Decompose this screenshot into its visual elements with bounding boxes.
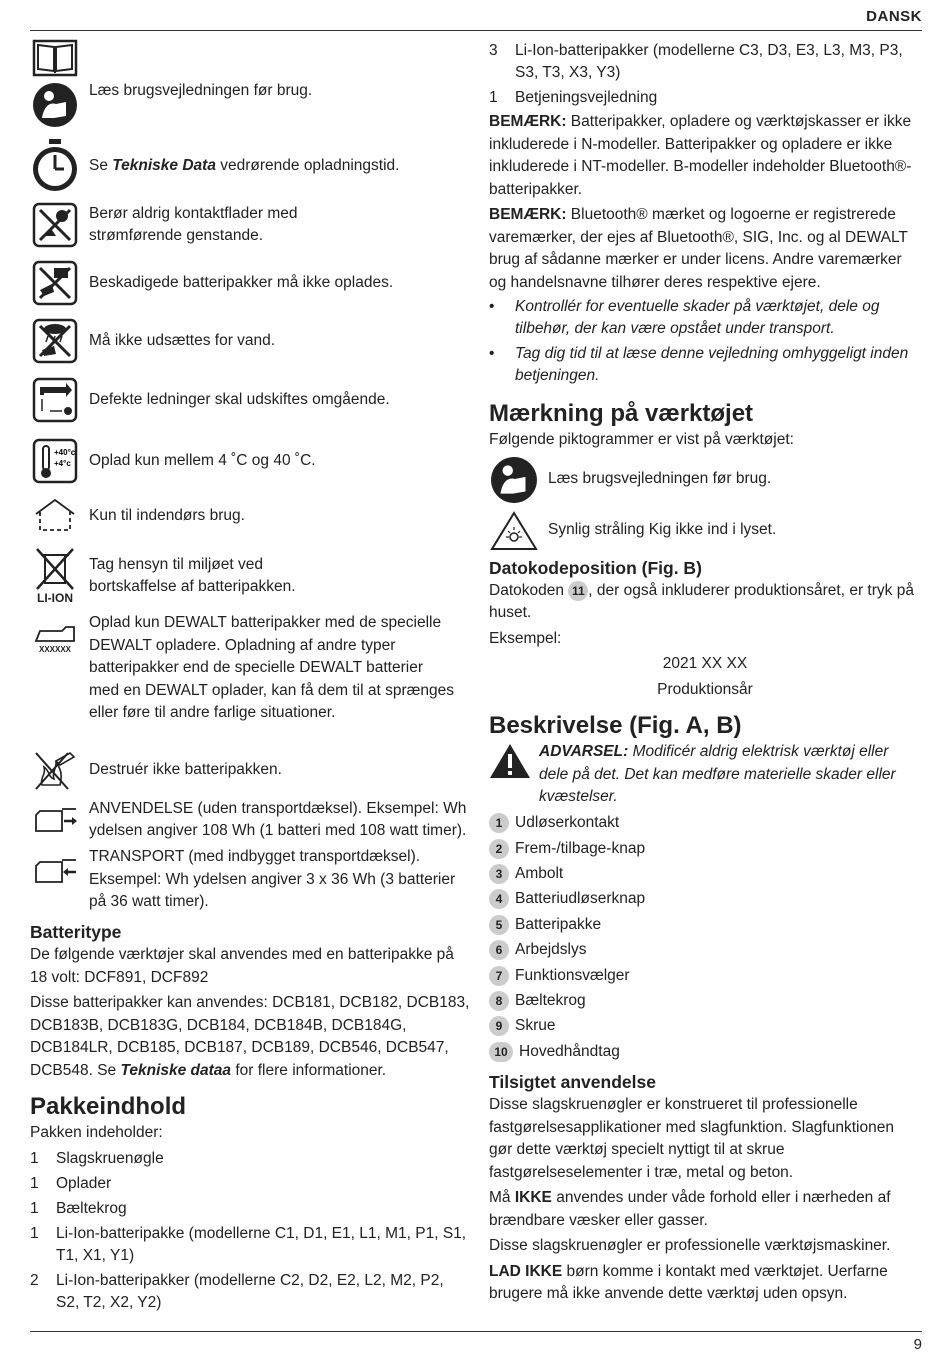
component-item (489, 887, 921, 912)
icon-text: Synlig stråling Kig ikke ind i lyset. (548, 521, 777, 539)
icon-text: Læs brugsvejledningen før brug. (89, 81, 313, 99)
icon-text: TRANSPORT (med indbygget transportdæksel). Eksempel: Wh ydelsen angiver 3 x 36 Wh (3 batterier på 36 watt timer). (89, 848, 456, 910)
component-list (489, 811, 921, 1065)
component-number-badge: 2 (489, 839, 509, 859)
icon-row-recycle (30, 540, 470, 612)
battery-type-heading: Batteritype (30, 922, 122, 942)
no-damaged-battery-icon (30, 258, 80, 308)
datecode-heading: Datokodeposition (Fig. B) (489, 557, 702, 578)
example-caption: Produktionsår (657, 680, 753, 698)
component-item (489, 963, 921, 988)
list-item (30, 1148, 470, 1170)
list-item (30, 1223, 470, 1267)
item-text: Li-Ion-batteripakker (modellerne C3, D3, E3, L3, M3, P3, S3, T3, X3, Y3) (515, 42, 903, 81)
icon-row-cord (30, 370, 470, 430)
component-item (489, 912, 921, 937)
component-label: Funktionsvælger (515, 966, 630, 984)
icon-text: Læs brugsvejledningen før brug. (548, 470, 772, 488)
item-text: Slagskruenøgle (56, 1149, 164, 1167)
component-label: Hovedhåndtag (519, 1042, 620, 1060)
package-list-continued (489, 40, 921, 109)
item-qty: 1 (30, 1199, 39, 1217)
component-label: Frem-/tilbage-knap (515, 839, 646, 857)
icon-text: Berør aldrig kontaktflader med strømførende genstande. (89, 204, 298, 244)
icon-row-burn (30, 746, 470, 794)
example-code: 2021 XX XX (662, 655, 748, 672)
intended-use-p1: Disse slagskruenøgler er konstrueret til professionelle fastgørelsesapplikationer med slagfunktion. Slagfunktionen gør dette værktøj specielt nyttigt til at skrue fastgørelseselementer i træ, metal og beton. (489, 1096, 894, 1181)
marking-row (489, 508, 921, 554)
list-item (30, 1270, 470, 1314)
icon-text: Må ikke udsættes for vand. (89, 331, 276, 349)
item-text: Li-Ion-batteripakker (modellerne C2, D2, E2, L2, M2, P2, S2, T2, X2, Y2) (56, 1271, 444, 1311)
package-intro: Pakken indeholder: (30, 1124, 163, 1141)
package-list (30, 1148, 470, 1314)
right-column (489, 40, 921, 1306)
icon-text: Defekte ledninger skal udskiftes omgående. (89, 390, 390, 408)
svg-text:+40°c: +40°c (54, 448, 76, 457)
example-label: Eksempel: (489, 629, 562, 647)
cord-replace-icon (30, 375, 80, 425)
icon-row-temperature (30, 430, 470, 492)
list-item (30, 1173, 470, 1195)
component-item (489, 811, 921, 836)
icon-row-contacts (30, 196, 470, 254)
item-qty: 1 (30, 1149, 39, 1167)
component-label: Batteriudløserknap (515, 890, 646, 908)
manual-read-icon (489, 455, 539, 505)
charger-code-label: XXXXXX (38, 645, 71, 654)
icon-row-manual (30, 80, 470, 130)
intended-use-heading: Tilsigtet anvendelse (489, 1072, 656, 1093)
marking-row (489, 452, 921, 508)
indoor-icon (30, 491, 80, 541)
icon-text: Beskadigede batteripakker må ikke oplades. (89, 273, 394, 291)
radiation-warning-icon (489, 506, 539, 556)
component-number-badge: 4 (489, 889, 509, 909)
callout-badge: 11 (568, 581, 588, 601)
item-text: Oplader (56, 1174, 112, 1192)
component-number-badge: 1 (489, 813, 509, 833)
no-burn-icon (30, 745, 80, 795)
item-text: Li-Ion-batteripakke (modellerne C1, D1, E1, L1, M1, P1, S1, T1, X1, Y1) (56, 1224, 467, 1264)
warning-text: ADVARSEL: Modificér aldrig elektrisk værktøj eller dele på det. Det kan medføre materielle skader eller kvæstelser. (539, 743, 896, 805)
icon-row-damaged (30, 254, 470, 312)
li-ion-label: LI-ION (37, 591, 73, 605)
intended-use-p3: Disse slagskruenøgler er professionelle værktøjsmaskiner. (489, 1237, 891, 1255)
datecode-text: Datokoden 11 , der også inkluderer produktionsåret, er tryk på huset. (489, 581, 914, 621)
component-label: Skrue (515, 1017, 556, 1035)
icon-row-time (30, 136, 470, 196)
no-water-icon (30, 316, 80, 366)
icon-row-usage (30, 794, 470, 846)
component-item (489, 988, 921, 1013)
component-label: Batteripakke (515, 915, 602, 933)
component-number-badge: 7 (489, 966, 509, 986)
icon-row-transport (30, 846, 470, 920)
item-qty: 3 (489, 42, 498, 59)
usage-icon (30, 795, 80, 845)
component-number-badge: 5 (489, 915, 509, 935)
component-item (489, 1014, 921, 1039)
list-item (30, 1198, 470, 1220)
icon-text: Kun til indendørs brug. (89, 506, 245, 524)
no-contacts-icon (30, 200, 80, 250)
charge-time-icon (30, 141, 80, 191)
language-header: DANSK (866, 8, 922, 25)
bullet-list (489, 296, 921, 387)
icon-text: Se Tekniske Data vedrørende opladningstid. (89, 156, 400, 174)
icon-text: Destruér ikke batteripakken. (89, 760, 282, 778)
component-label: Bæltekrog (515, 991, 586, 1009)
manual-book-icon (30, 33, 80, 83)
intended-use-p2: Må IKKE anvendes under våde forhold eller i nærheden af brændbare væsker eller gasser. (489, 1189, 891, 1229)
component-number-badge: 9 (489, 1016, 509, 1036)
list-item (489, 87, 921, 109)
transport-icon (30, 846, 80, 896)
marking-intro: Følgende piktogrammer er vist på værktøjet: (489, 431, 794, 448)
list-item (489, 40, 921, 84)
recycle-bin-icon (30, 544, 80, 608)
component-number-badge: 6 (489, 940, 509, 960)
item-qty: 1 (30, 1224, 39, 1242)
warning-triangle-icon (489, 741, 539, 784)
item-qty: 2 (30, 1271, 39, 1289)
component-number-badge: 3 (489, 864, 509, 884)
footer-divider (30, 1331, 922, 1332)
marking-heading: Mærkning på værktøjet (489, 400, 754, 427)
header-divider (30, 30, 922, 31)
intended-use-p4: LAD IKKE børn komme i kontakt med værktøjet. Uerfarne brugere må ikke anvende dette værktøj uden opsyn. (489, 1262, 888, 1303)
manual-read-icon (30, 80, 80, 130)
component-item (489, 937, 921, 962)
description-heading: Beskrivelse (Fig. A, B) (489, 712, 742, 739)
icon-row-indoor (30, 492, 470, 540)
component-label: Udløserkontakt (515, 814, 620, 832)
temperature-icon (30, 436, 80, 486)
charger-icon (30, 620, 80, 660)
page-number: 9 (913, 1336, 922, 1353)
svg-text:+4°c: +4°c (54, 459, 71, 468)
list-item: • Kontrollér for eventuelle skader på værktøjet, dele og tilbehør, der kan være opstået under transport. (489, 298, 880, 337)
component-number-badge: 10 (489, 1042, 513, 1062)
component-item (489, 861, 921, 886)
item-text: Betjeningsvejledning (515, 89, 658, 106)
component-number-badge: 8 (489, 991, 509, 1011)
icon-text: Tag hensyn til miljøet ved bortskaffelse af batteripakken. (89, 555, 296, 595)
component-item (489, 1039, 921, 1064)
warning-block (489, 741, 921, 809)
battery-type-p2: Disse batteripakker kan anvendes: DCB181, DCB182, DCB183, DCB183B, DCB183G, DCB184, DCB184B, DCB184G, DCB184LR, DCB185, DCB187, DCB189, DCB546, DCB547, DCB548. Se Tekniske dataa for flere informationer. (30, 994, 470, 1079)
component-label: Ambolt (515, 864, 564, 882)
item-qty: 1 (30, 1174, 39, 1192)
icon-row-charger (30, 612, 470, 746)
icon-text: Oplad kun DEWALT batteripakker med de specielle DEWALT opladere. Opladning af andre typer batteripakker end de specielle DEWALT batterier med en DEWALT oplader, kan få dem til at sprænges eller føre til andre farlige situationer. (89, 614, 455, 721)
note-1: BEMÆRK: Batteripakker, opladere og værktøjskasser er ikke inkluderede i N-modeller. Batteripakker og opladere er ikke inkluderede i NT-modeller. B-modeller indeholder Bluetooth®-batteripakker. (489, 113, 912, 198)
icon-text: ANVENDELSE (uden transportdæksel). Eksempel: Wh ydelsen angiver 108 Wh (1 batteri med 108 watt timer). (89, 799, 467, 839)
component-item (489, 836, 921, 861)
battery-type-p1: De følgende værktøjer skal anvendes med en batteripakke på 18 volt: DCF891, DCF892 (30, 946, 454, 986)
icon-row (30, 36, 470, 80)
package-heading: Pakkeindhold (30, 1093, 187, 1120)
item-text: Bæltekrog (56, 1199, 127, 1217)
icon-row-water (30, 312, 470, 370)
left-column (30, 36, 470, 1314)
note-2: BEMÆRK: Bluetooth® mærket og logoerne er registrerede varemærker, der ejes af Bluetooth®, SIG, Inc. og al DEWALT brug af sådanne mærker er under licens. Andre varemærker og handelsnavne tilhører deres respektive ejere. (489, 206, 908, 291)
component-label: Arbejdslys (515, 941, 587, 959)
icon-text: Oplad kun mellem 4 ˚C og 40 ˚C. (89, 451, 316, 469)
list-item: • Tag dig tid til at læse denne vejledning omhyggeligt inden betjeningen. (489, 345, 909, 384)
item-qty: 1 (489, 89, 498, 106)
